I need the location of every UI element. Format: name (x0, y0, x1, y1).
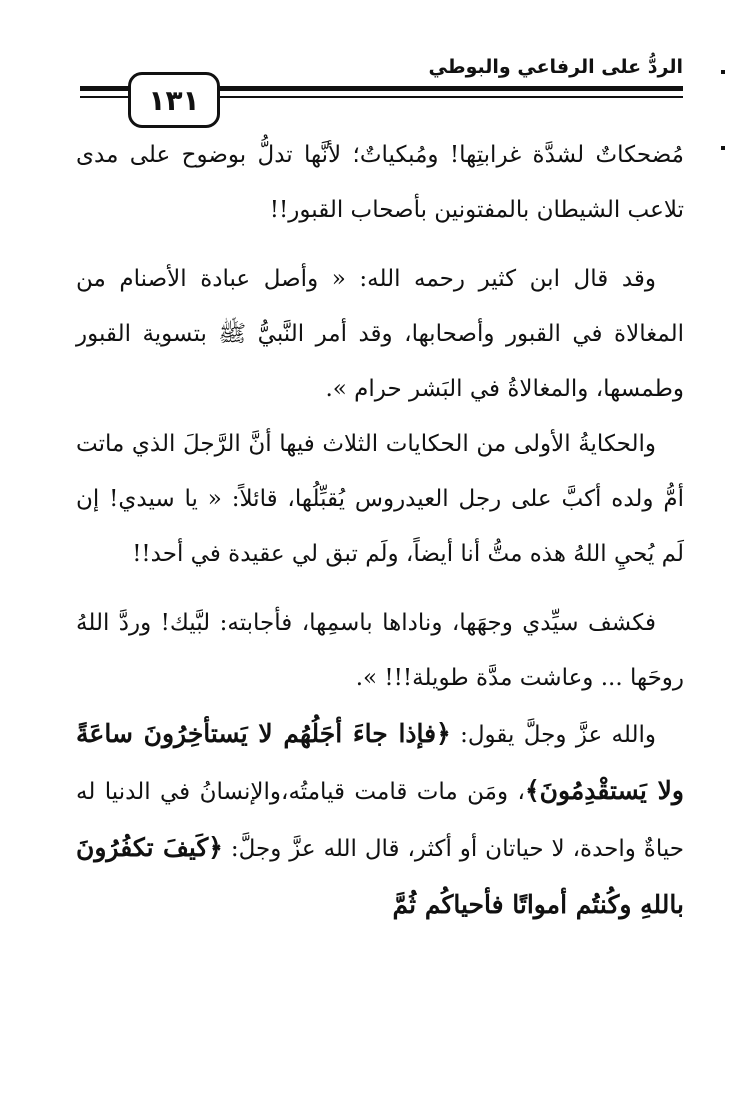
page-number-box (128, 72, 220, 128)
paragraph-4: فكشف سيِّدي وجهَها، وناداها باسمِها، فأجابته: لبَّيك! وردَّ اللهُ روحَها ... وعاشت مدَّة طويلة!!! ». (76, 610, 684, 691)
paragraph-3: والحكايةُ الأولى من الحكايات الثلاث فيها أنَّ الرَّجلَ الذي ماتت أمُّ ولده أكبَّ على رجل العيدروس يُقبِّلُها، قائلاً: « يا سيدي! إن لَم يُحيِ اللهُ هذه متُّ أنا أيضاً، ولَم تبق لي عقيدة في أحد!! (76, 431, 684, 567)
paragraph-1: مُضحكاتٌ لشدَّة غرابتِها! ومُبكياتٌ؛ لأنَّها تدلُّ بوضوح على مدى تلاعب الشيطان بالمفتونين بأصحاب القبور!! (76, 142, 684, 223)
margin-mark (721, 70, 725, 74)
quran-verse-1: ﴿فإذا جاءَ أجَلُهُم لا يَستأخِرُونَ ساعَةً ولا يَستقْدِمُونَ﴾ (76, 719, 685, 805)
page-body (76, 128, 684, 934)
paragraph-5-middle: ، ومَن مات قامت قيامتُه،والإنسانُ في الدنيا له حياةٌ واحدة، لا حياتان أو أكثر، قال الله عزَّ وجلَّ: (76, 779, 684, 862)
margin-mark (721, 146, 725, 150)
quran-verse-2: ﴿كَيفَ تكفُرُونَ باللهِ وكُنتُم أمواتًا فأحياكُم ثُمَّ (76, 833, 684, 919)
paragraph-2: وقد قال ابن كثير رحمه الله: « وأصل عبادة الأصنام من المغالاة في القبور وأصحابها، وقد أمر النَّبيُّ ﷺ بتسوية القبور وطمسها، والمغالاةُ في البَشر حرام ». (76, 266, 684, 402)
paragraph-5-intro: والله عزَّ وجلَّ يقول: (450, 722, 656, 748)
paragraph-5 (76, 706, 684, 934)
page-number: ١٣١ (148, 83, 200, 117)
running-header-title: الردُّ على الرفاعي والبوطي (428, 56, 683, 78)
